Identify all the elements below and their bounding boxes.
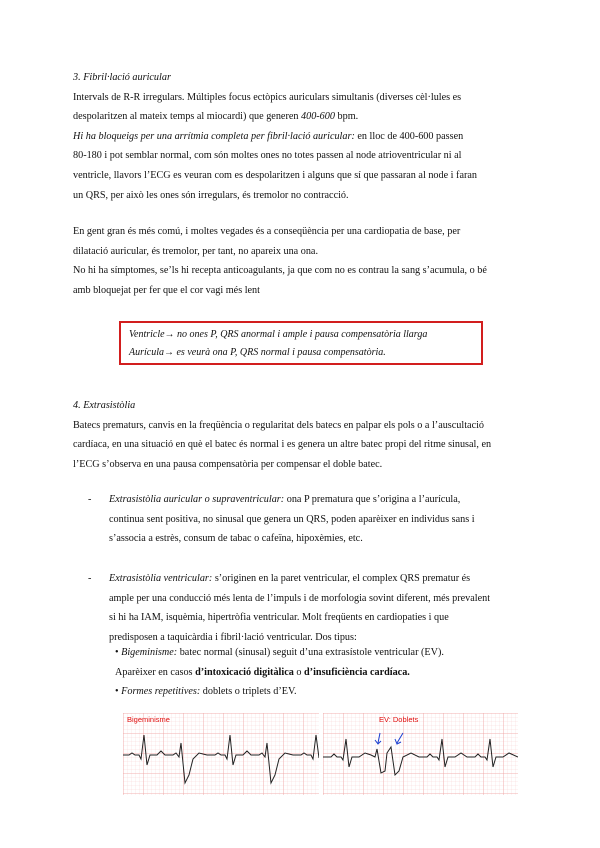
s3-line-5: ventricle, llavors l’ECG es veuran com es despolaritzen i alguns que sí que passaran al node i faran (73, 169, 477, 181)
s3-l2c: bpm. (334, 111, 359, 123)
s3-l2a: despolaritzen al mateix temps al miocardi) que generen (73, 111, 301, 123)
sub-1-l2d: d’insuficiència cardíaca. (304, 666, 410, 678)
section-4-title: 4. Extrasistòlia (73, 400, 136, 411)
s3-l2b: 400-600 (301, 111, 335, 123)
bullet-2-line-2: ample per una conducció més lenta de l’impuls i de morfologia sovint diferent, més prevalent (109, 592, 491, 604)
summary-box-line-2: Aurícula→ es veurà ona P, QRS normal i pausa compensatòria. (129, 347, 386, 358)
section-3 (73, 68, 528, 205)
s3-line-4: 80-180 i pot semblar normal, com són moltes ones no totes passen al node atrioventricular ni al (73, 150, 462, 162)
bullet-2-line-3: si hi ha IAM, isquèmia, hipertròfia ventricular. Molt freqüents en cardiopaties i que (109, 612, 449, 624)
bullet-1-dash: - (88, 494, 92, 505)
bullet-1-lead: Extrasistòlia auricular o supraventricular: (109, 494, 285, 505)
sub-2-lead: Formes repetitives: (121, 686, 201, 698)
ecg-doblets-svg (323, 713, 518, 795)
bullet-1-line-3: s’associa a estrès, consum de tabac o cafeïna, hipoxèmies, etc. (109, 533, 363, 545)
bullet-2-line-4: predisposen a taquicàrdia i fibril·lació ventricular. Dos tipus: (109, 631, 357, 643)
s3-p3-line-1: No hi ha símptomes, se’ls hi recepta anticoagulants, ja que com no es contrau la sang s’acumula, o bé (73, 265, 487, 277)
sub-1-line-2 (115, 663, 528, 683)
sub-2-line-1 (115, 682, 528, 702)
sub-2-bullet: • (115, 686, 119, 698)
sub-1-l2b: d’intoxicació digitàlica (195, 666, 294, 678)
sub-1-line-1 (115, 643, 528, 663)
ecg-2-grid (323, 713, 518, 795)
sub-1-l1: batec normal (sinusal) seguit d’una extrasístole ventricular (EV). (177, 647, 444, 658)
bullet-1 (109, 490, 528, 549)
bullet-2 (109, 569, 528, 647)
s4-line-3: l’ECG s’observa en una pausa compensatòria per compensar el doble batec. (73, 458, 383, 470)
s3-line-1: Intervals de R-R irregulars. Múltiples focus ectòpics auriculars simultanis (diverses cèl·lules es (73, 91, 462, 103)
sub-2-rest: doblets o triplets d’EV. (200, 686, 297, 698)
bullet-2-line-1 (109, 569, 528, 589)
bullet-1-line-2: continua sent positiva, no sinusal que genera un QRS, poden aparèixer en individus sans i (109, 513, 475, 525)
section-4 (73, 396, 528, 474)
s3-line-3 (73, 127, 528, 147)
bullet-1-l1: ona P prematura que s’origina a l’aurícula, (284, 494, 461, 505)
summary-box-line-1: Ventricle→ no ones P, QRS anormal i ample i pausa compensatòria llarga (129, 329, 428, 340)
ecg-bigeminisme-svg (123, 713, 319, 795)
bullet-1-line-1 (109, 490, 528, 510)
summary-box (119, 321, 483, 365)
bullet-2-dash: - (88, 573, 92, 584)
section-3-title: 3. Fibril·lació auricular (73, 72, 171, 83)
s3-paragraph-2 (73, 222, 528, 300)
ecg-2-label: EV: Doblets (379, 715, 419, 724)
s3-line-2 (73, 107, 528, 127)
s3-l3b: en lloc de 400-600 passen (354, 130, 464, 142)
s3-p2-line-1: En gent gran és més comú, i moltes vegades és a conseqüència per una cardiopatia de base, per (73, 226, 461, 237)
bullet-2-lead: Extrasistòlia ventricular: (109, 573, 213, 584)
bullet-2-l1: s’originen en la paret ventricular, el complex QRS prematur és (212, 573, 471, 584)
sub-1-l2a: Aparèixer en casos (115, 666, 196, 678)
s4-line-1: Batecs prematurs, canvis en la freqüència o regularitat dels batecs en palpar els pols o a l’auscultació (73, 419, 485, 431)
sub-1-bullet: • (115, 647, 119, 658)
s3-line-6: un QRS, per això les ones són irregulars, és tremolor no contracció. (73, 189, 349, 201)
ecg-doblets-image (323, 713, 518, 795)
sub-bullets (115, 643, 528, 702)
s3-p3-line-2: amb bloquejat per fer que el cor vagi més lent (73, 284, 260, 296)
s3-p2-line-2: dilatació auricular, és tremolor, per tant, no apareix una ona. (73, 245, 318, 257)
s3-l3a: Hi ha bloqueigs per una arrítmia completa per fibril·lació auricular: (73, 130, 355, 142)
sub-1-lead: Bigeminisme: (121, 647, 178, 658)
sub-1-l2c: o (293, 666, 305, 678)
s4-line-2: cardíaca, en una situació en què el batec és normal i es genera un altre batec propi del ritme sinusal, en (73, 439, 492, 451)
ecg-1-label: Bigeminisme (127, 715, 170, 724)
ecg-bigeminisme-image (123, 713, 319, 795)
